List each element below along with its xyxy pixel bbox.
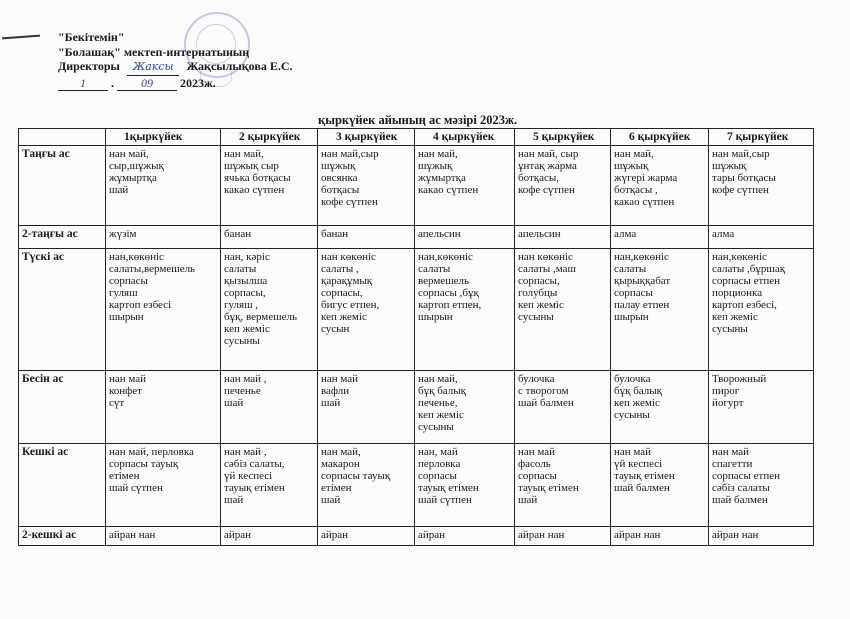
day-header: 1қыркүйек [106,129,221,146]
menu-cell: Творожный пирог йогурт [709,371,814,444]
menu-cell: нан,көкөніс салаты,вермешель сорпасы гуляш картоп езбесі шырын [106,249,221,371]
director-signature: Жаксы [127,60,180,76]
approval-block [58,30,293,91]
menu-cell: нан май, бұқ балық печенье, кеп жеміс сусыны [415,371,515,444]
header-row [19,129,814,146]
menu-cell: банан [221,226,318,249]
menu-cell: айран [221,527,318,546]
menu-cell: булочка с творогом шай балмен [515,371,611,444]
table-row [19,226,814,249]
menu-cell: алма [709,226,814,249]
menu-cell: нан,көкөніс салаты вермешель сорпасы ,бұқ картоп етпен, шырын [415,249,515,371]
menu-cell: нан май спагетти сорпасы етпен сәбіз салаты шай балмен [709,444,814,527]
menu-cell: айран [318,527,415,546]
meal-label: Кешкі ас [19,444,106,527]
menu-cell: айран нан [515,527,611,546]
menu-cell: айран нан [106,527,221,546]
table-row [19,444,814,527]
menu-title: қыркүйек айының ас мәзірі 2023ж. [318,113,518,127]
menu-cell: нан май, шұжық жүгері жарма ботқасы , какао сүтпен [611,146,709,226]
menu-cell: нан,көкөніс салаты ,бұршақ сорпасы етпен порционка картоп езбесі, кеп жеміс сусыны [709,249,814,371]
meal-label: 2-таңғы ас [19,226,106,249]
menu-cell: апельсин [415,226,515,249]
approval-line-1: "Бекітемін" [58,30,125,44]
menu-cell: нан май , сәбіз салаты, үй кеспесі тауық етімен шай [221,444,318,527]
table-row [19,249,814,371]
menu-cell: нан май үй кеспесі тауық етімен шай балмен [611,444,709,527]
meal-label: Түскі ас [19,249,106,371]
menu-cell: нан, май перловка сорпасы тауық етімен шай сүтпен [415,444,515,527]
menu-cell: булочка бұқ балық кеп жеміс сусыны [611,371,709,444]
date-month: 09 [117,76,177,92]
table-row [19,146,814,226]
director-label: Директоры [58,59,120,73]
menu-cell: нан май, сыр ұнтақ жарма ботқасы, кофе сүтпен [515,146,611,226]
menu-cell: нан көкөніс салаты ,маш сорпасы, голубцы кеп жеміс сусыны [515,249,611,371]
menu-cell: айран [415,527,515,546]
menu-cell: нан май,сыр шұжық тары ботқасы кофе сүтпен [709,146,814,226]
table-row [19,371,814,444]
menu-cell: нан май, шұжық сыр ячька ботқасы какао сүтпен [221,146,318,226]
menu-cell: айран нан [709,527,814,546]
day-header: 5 қыркүйек [515,129,611,146]
day-header: 7 қыркүйек [709,129,814,146]
approval-line-2: "Болашақ" мектеп-интернатының [58,44,250,59]
menu-cell: нан май конфет сүт [106,371,221,444]
day-header: 2 қыркүйек [221,129,318,146]
date-day: 1 [58,76,108,92]
menu-cell: нан май, макарон сорпасы тауық етімен шай [318,444,415,527]
menu-cell: нан,көкөніс салаты қырыққабат сорпасы палау етпен шырын [611,249,709,371]
day-header: 3 қыркүйек [318,129,415,146]
menu-cell: айран нан [611,527,709,546]
corner-cell [19,129,106,146]
menu-cell: апельсин [515,226,611,249]
date-year: 2023ж. [180,75,216,90]
day-header: 6 қыркүйек [611,129,709,146]
menu-cell: нан май,сыр шұжық овсянка ботқасы кофе сүтпен [318,146,415,226]
menu-cell: банан [318,226,415,249]
corner-mark [2,35,40,40]
menu-cell: нан көкөніс салаты , қарақұмық сорпасы, бигус етпен, кеп жеміс сусын [318,249,415,371]
day-header: 4 қыркүйек [415,129,515,146]
meal-label: 2-кешкі ас [19,527,106,546]
meal-label: Бесін ас [19,371,106,444]
director-line [58,59,293,76]
menu-cell: нан май, шұжық жұмыртқа какао сүтпен [415,146,515,226]
table-row [19,527,814,546]
menu-table [18,128,814,546]
director-name: Жақсылықова Е.С. [186,59,293,73]
menu-cell: алма [611,226,709,249]
approval-date: 1 . 09 2023ж. [58,76,293,92]
meal-label: Таңғы ас [19,146,106,226]
menu-cell: нан, кәріс салаты қызылша сорпасы, гуляш , бұқ, вермешель кеп жеміс сусыны [221,249,318,371]
menu-cell: нан май , печенье шай [221,371,318,444]
menu-cell: жүзім [106,226,221,249]
menu-cell: нан май фасоль сорпасы тауық етімен шай [515,444,611,527]
menu-cell: нан май вафли шай [318,371,415,444]
menu-cell: нан май, сыр,шұжық жұмыртқа шай [106,146,221,226]
menu-cell: нан май, перловка сорпасы тауық етімен шай сүтпен [106,444,221,527]
